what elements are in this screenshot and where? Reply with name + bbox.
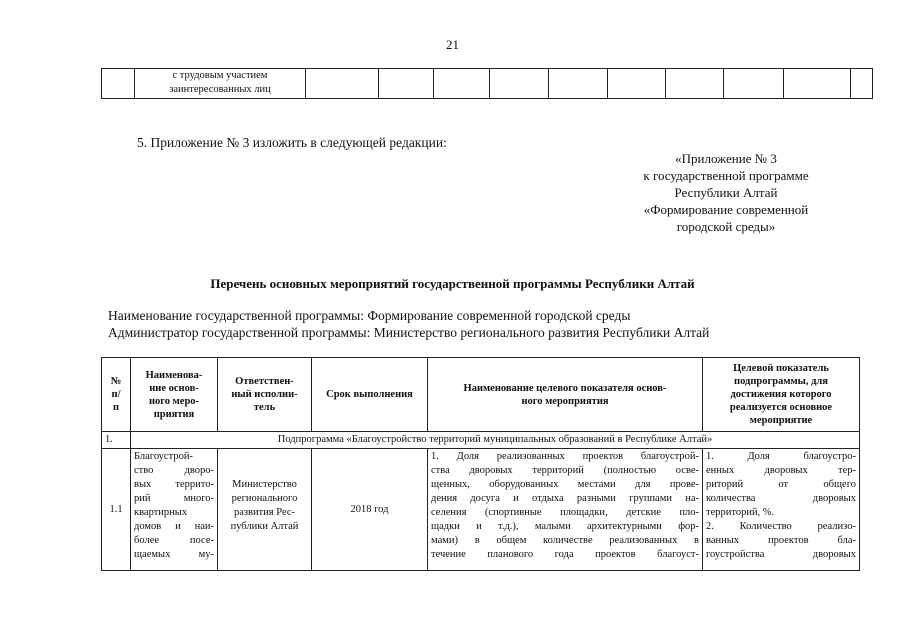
- cell-line: риторий от общего: [706, 479, 856, 490]
- cell-line: гоустройства дворовых: [706, 549, 856, 560]
- cell-line: ванных проектов бла-: [706, 535, 856, 546]
- row-name: [131, 449, 218, 571]
- header-line: подпрограммы, для: [734, 376, 828, 387]
- header-line: Срок выполнения: [326, 389, 413, 400]
- header-indicator: [428, 358, 703, 432]
- header-line: тель: [253, 402, 276, 413]
- cell-line: заинтересованных лиц: [169, 84, 271, 95]
- table-cell: [608, 69, 666, 99]
- table-cell: [306, 69, 379, 99]
- table-cell: [379, 69, 434, 99]
- cell-line: мами) в общем количестве реализованных в: [431, 535, 699, 546]
- table-cell: [135, 69, 306, 99]
- item-5-text: 5. Приложение № 3 изложить в следующей редакции:: [137, 135, 447, 150]
- activities-table: [101, 357, 860, 571]
- cell-line: селения (спортивные площадки, детские пло-: [431, 507, 699, 518]
- header-target: [703, 358, 860, 432]
- cell-line: дения досуга и отдыха разными группами на-: [431, 493, 699, 504]
- cell-line: Министерство: [232, 479, 297, 490]
- cell-line: вых террито-: [134, 479, 214, 490]
- appendix-line: к государственной программе: [643, 168, 809, 183]
- subprogram-row: [102, 432, 860, 449]
- table-cell: [784, 69, 851, 99]
- row-responsible: [218, 449, 312, 571]
- header-line: №: [110, 376, 122, 387]
- header-name: [131, 358, 218, 432]
- cell-line: территорий, %.: [706, 507, 775, 518]
- cell-line: Благоустрой-: [134, 451, 193, 462]
- program-name: Наименование государственной программы: Формирование современной городской среды: [108, 308, 631, 323]
- header-line: Целевой показатель: [733, 363, 829, 374]
- cell-line: енных дворовых тер-: [706, 465, 856, 476]
- appendix-block: [620, 150, 832, 235]
- cell-line: 2. Количество реализо-: [706, 521, 856, 532]
- cell-line: более посе-: [134, 535, 214, 546]
- header-line: п: [112, 402, 120, 413]
- header-line: Ответствен-: [235, 376, 294, 387]
- cell-line: домов и наи-: [134, 521, 214, 532]
- continued-table: [101, 68, 873, 99]
- program-info: [108, 307, 709, 341]
- program-admin: Администратор государственной программы: Министерство регионального развития Республики Алтай: [108, 325, 710, 340]
- document-heading: Перечень основных мероприятий государственной программы Республики Алтай: [210, 276, 695, 291]
- cell-line: количества дворовых: [706, 493, 856, 504]
- cell-line: развития Рес-: [233, 507, 296, 518]
- cell-line: рий много-: [134, 493, 214, 504]
- cell-line: квартирных: [134, 507, 188, 518]
- table-cell: [490, 69, 549, 99]
- appendix-line: Республики Алтай: [674, 185, 778, 200]
- header-line: ного мероприятия: [521, 395, 609, 407]
- row-term: 2018 год: [312, 449, 428, 571]
- cell-line: регионального: [231, 493, 298, 504]
- row-target: [703, 449, 860, 571]
- header-line: приятия: [153, 408, 195, 420]
- table-cell: [549, 69, 608, 99]
- table-cell: [851, 69, 873, 99]
- table-cell: [666, 69, 724, 99]
- cell-line: 1. Доля реализованных проектов благоустрой-: [431, 451, 699, 462]
- header-line: мероприятие: [749, 415, 813, 426]
- subprogram-num: 1.: [102, 432, 131, 449]
- appendix-line: «Приложение № 3: [675, 151, 777, 166]
- appendix-line: «Формирование современной: [643, 202, 809, 217]
- subprogram-title: Подпрограмма «Благоустройство территорий муниципальных образований в Республике Алтай»: [131, 432, 860, 449]
- cell-line: щенных, оборудованных местами для прове-: [431, 479, 699, 490]
- header-line: ние основ-: [149, 382, 199, 394]
- header-line: Наименование целевого показателя основ-: [463, 382, 667, 394]
- table-row: [102, 449, 860, 571]
- header-line: п/: [111, 389, 121, 400]
- header-line: реализуется основное: [729, 402, 833, 413]
- table-cell: [102, 69, 135, 99]
- cell-line: течение планового года проектов благоуст-: [431, 549, 699, 560]
- cell-line: 1. Доля благоустро-: [706, 451, 856, 462]
- cell-line: щадки и т.д.), малыми архитектурными фор-: [431, 521, 699, 532]
- cell-line: ства дворовых территорий (полностью осве-: [431, 465, 699, 476]
- cell-line: с трудовым участием: [172, 70, 268, 81]
- table-cell: [434, 69, 490, 99]
- cell-line: публики Алтай: [230, 521, 299, 532]
- header-term: [312, 358, 428, 432]
- page-number: 21: [446, 37, 459, 52]
- row-num: 1.1: [102, 449, 131, 571]
- header-line: ный исполни-: [231, 389, 298, 400]
- cell-line: щаемых му-: [134, 549, 214, 560]
- appendix-line: городской среды»: [676, 219, 776, 234]
- table-cell: [724, 69, 784, 99]
- row-indicator: [428, 449, 703, 571]
- header-line: достижения которого: [730, 389, 832, 400]
- header-line: ного меро-: [148, 395, 200, 407]
- header-num: [102, 358, 131, 432]
- table-header-row: [102, 358, 860, 432]
- cell-line: ство дворо-: [134, 465, 214, 476]
- header-responsible: [218, 358, 312, 432]
- header-line: Наименова-: [145, 369, 203, 381]
